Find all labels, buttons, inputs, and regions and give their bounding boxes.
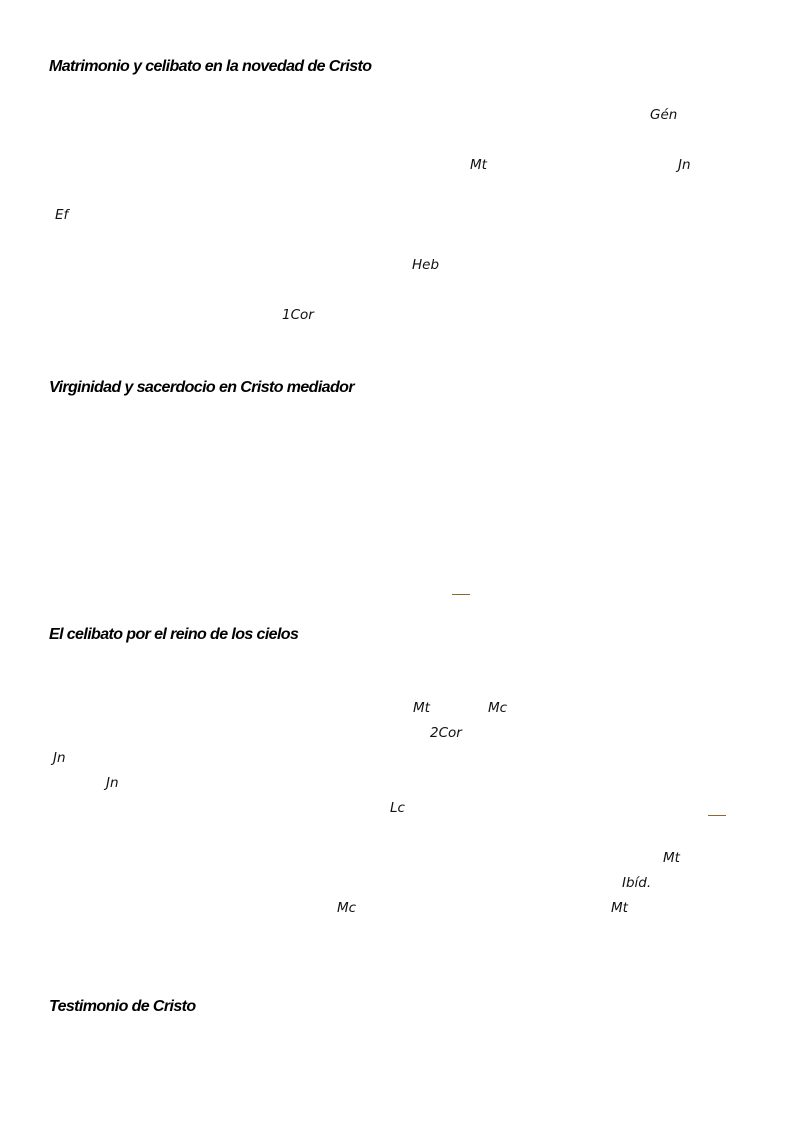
bible-reference: Jn bbox=[53, 750, 66, 766]
bible-reference: Lc bbox=[390, 800, 405, 816]
bible-reference: Ibíd. bbox=[622, 875, 652, 891]
bible-reference: Jn bbox=[678, 157, 691, 173]
bible-reference: Mt bbox=[663, 850, 680, 866]
section-heading-virginidad: Virginidad y sacerdocio en Cristo mediador bbox=[49, 379, 354, 396]
footnote-link[interactable] bbox=[452, 594, 470, 595]
bible-reference: 1Cor bbox=[282, 307, 314, 323]
bible-reference: Mc bbox=[337, 900, 357, 916]
bible-reference: 2Cor bbox=[430, 725, 462, 741]
bible-reference: Mt bbox=[611, 900, 628, 916]
bible-reference: Mt bbox=[470, 157, 487, 173]
bible-reference: Ef bbox=[55, 207, 69, 223]
section-heading-celibato: El celibato por el reino de los cielos bbox=[49, 626, 299, 643]
bible-reference: Gén bbox=[650, 107, 678, 123]
bible-reference: Jn bbox=[106, 775, 119, 791]
footnote-link[interactable] bbox=[708, 815, 726, 816]
bible-reference: Heb bbox=[412, 257, 440, 273]
bible-reference: Mt bbox=[413, 700, 430, 716]
section-heading-matrimonio: Matrimonio y celibato en la novedad de Cristo bbox=[49, 58, 372, 75]
bible-reference: Mc bbox=[488, 700, 508, 716]
section-heading-testimonio: Testimonio de Cristo bbox=[49, 998, 196, 1015]
